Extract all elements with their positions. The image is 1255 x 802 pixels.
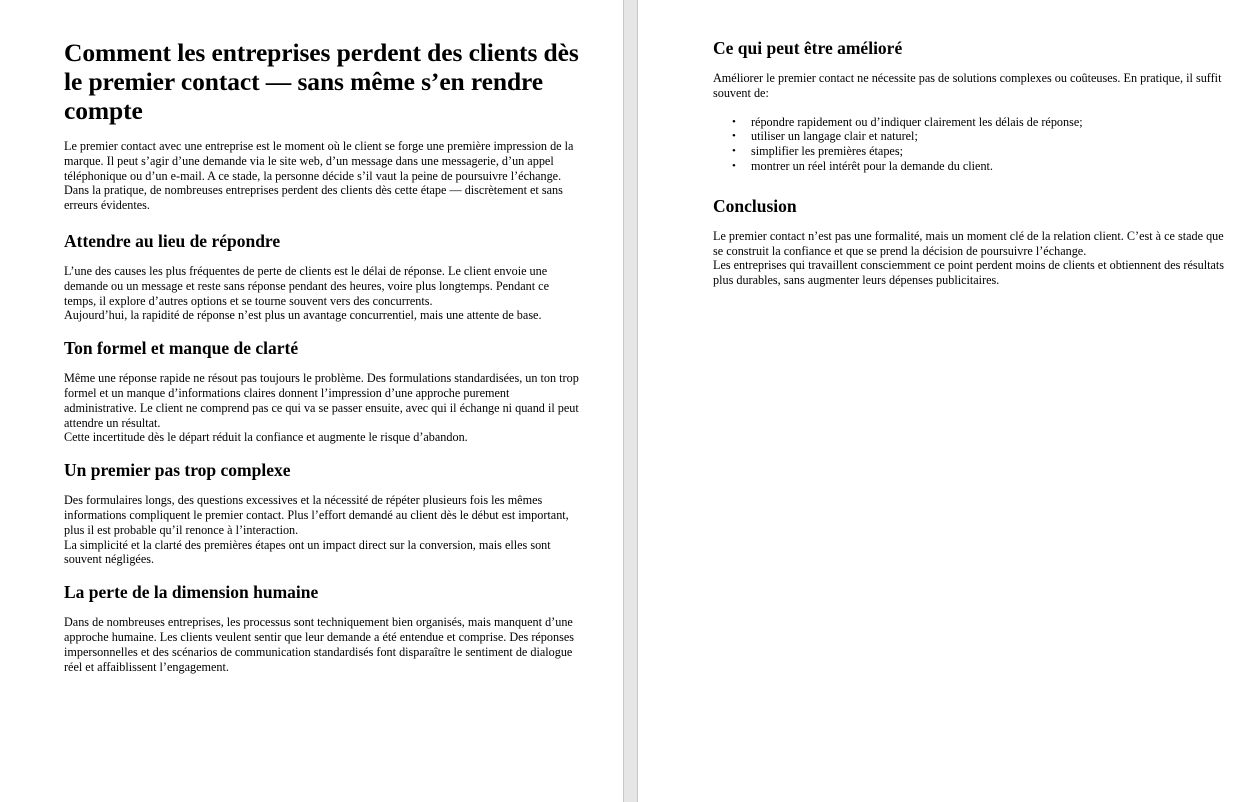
bullet-icon: • (732, 130, 736, 143)
section-paragraph: Cette incertitude dès le départ réduit la confiance et augmente le risque d’abandon. (64, 430, 468, 445)
section-ameliore (713, 38, 1225, 174)
list-item-text: utiliser un langage clair et naturel; (751, 129, 918, 144)
bullet-icon: • (732, 115, 736, 128)
list-item-text: simplifier les premières étapes; (751, 144, 903, 159)
document-page-right (638, 0, 1255, 802)
section-paragraph: Le premier contact n’est pas une formalité, mais un moment clé de la relation client. C’est à ce stade que se construit la confiance et que se prend la décision de poursuivre l’échange. (713, 228, 1224, 258)
section-dimension-humaine (64, 582, 581, 674)
list-item (732, 129, 1225, 144)
section-paragraph: Dans de nombreuses entreprises, les processus sont techniquement bien organisés, mais manquent d’une approche humaine. Les clients veulent sentir que leur demande a été entendue et comprise. Des réponses impersonnelles et des scénarios de communication standardisés font disparaître le sentiment de dialogue réel et affaiblissent l’engagement. (64, 615, 574, 674)
list-item (732, 144, 1225, 159)
section-paragraph: Améliorer le premier contact ne nécessite pas de solutions complexes ou coûteuses. En pratique, il suffit souvent de: (713, 71, 1222, 100)
section-premier-pas (64, 460, 581, 567)
intro-paragraph: Dans la pratique, de nombreuses entreprises perdent des clients dès cette étape — discrètement et sans erreurs évidentes. (64, 183, 563, 213)
section-ton-formel (64, 338, 581, 445)
section-heading: La perte de la dimension humaine (64, 582, 319, 603)
section-paragraph: Même une réponse rapide ne résout pas toujours le problème. Des formulations standardisées, un ton trop formel et un manque d’informations claires donnent l’impression d’une approche purement administrative. Le client ne comprend pas ce qui va se passer ensuite, avec qui il échange ni quand il peut attendre un résultat. (64, 371, 579, 430)
intro-paragraph: Le premier contact avec une entreprise est le moment où le client se forge une première impression de la marque. Il peut s’agir d’une demande via le site web, d’un message dans une messagerie, d’un appel téléphonique ou d’un e-mail. A ce stade, la personne décide s’il vaut la peine de poursuivre l’échange. (64, 139, 574, 183)
section-paragraph: Les entreprises qui travaillent consciemment ce point perdent moins de clients et obtiennent des résultats plus durables, sans augmenter leurs dépenses publicitaires. (713, 258, 1225, 288)
section-heading: Conclusion (713, 195, 797, 216)
section-heading: Ton formel et manque de clarté (64, 338, 299, 359)
page-gutter (623, 0, 638, 802)
section-paragraph: La simplicité et la clarté des premières étapes ont un impact direct sur la conversion, mais elles sont souvent négligées. (64, 537, 551, 567)
list-item (732, 158, 1225, 174)
section-paragraph: Aujourd’hui, la rapidité de réponse n’est plus un avantage concurrentiel, mais une attente de base. (64, 308, 542, 323)
section-heading: Ce qui peut être amélioré (713, 38, 903, 58)
section-heading: Un premier pas trop complexe (64, 460, 291, 481)
document-title: Comment les entreprises perdent des clients dès le premier contact — sans même s’en rendre compte (64, 38, 579, 125)
list-spacer (713, 101, 1225, 115)
list-item (732, 114, 1225, 130)
bullet-icon: • (732, 145, 736, 158)
bullet-icon: • (732, 159, 736, 172)
section-conclusion (713, 196, 1225, 288)
document-page-left (0, 0, 623, 802)
list-item-text: répondre rapidement ou d’indiquer clairement les délais de réponse; (751, 114, 1083, 129)
section-attendre (64, 231, 581, 323)
bullet-list (713, 115, 1225, 174)
intro-block (64, 139, 581, 213)
list-item-text: montrer un réel intérêt pour la demande du client. (751, 158, 993, 173)
section-heading: Attendre au lieu de répondre (64, 230, 281, 251)
section-paragraph: L’une des causes les plus fréquentes de perte de clients est le délai de réponse. Le client envoie une demande ou un message et reste sans réponse pendant des heures, voire plus longtemps. Pendant ce temps, il explore d’autres options et se tourne souvent vers des concurrents. (64, 263, 549, 308)
section-paragraph: Des formulaires longs, des questions excessives et la nécessité de répéter plusieurs fois les mêmes informations compliquent le premier contact. Plus l’effort demandé au client dès le début est important, plus il est probable qu’il renonce à l’interaction. (64, 493, 569, 537)
